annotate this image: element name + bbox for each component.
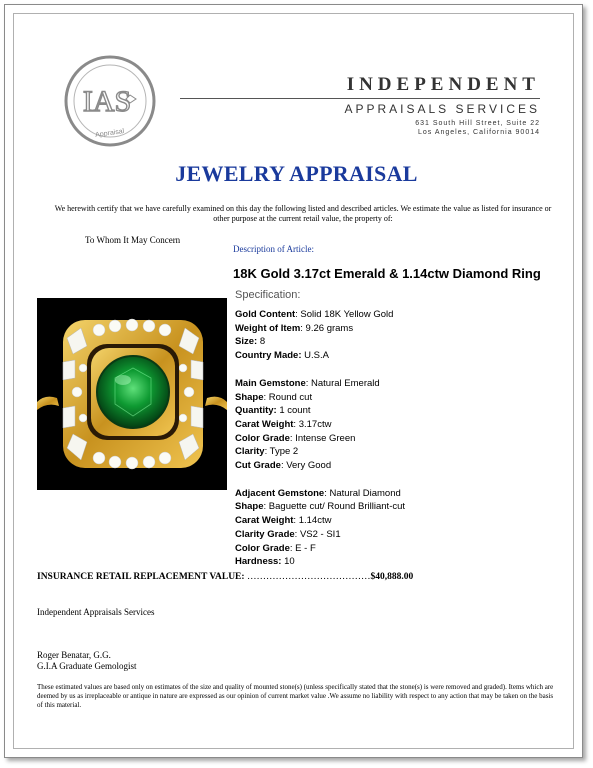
signer-name: Roger Benatar, G.G. — [37, 650, 111, 660]
spec-label: Clarity Grade — [235, 528, 295, 540]
spec-row — [235, 432, 405, 446]
spec-gap — [235, 473, 405, 487]
company-address — [180, 119, 540, 137]
spec-row — [235, 404, 405, 418]
spec-row — [235, 459, 405, 473]
signer-title: G.I.A Graduate Gemologist — [37, 661, 137, 671]
spec-row — [235, 487, 405, 501]
spec-value: : Very Good — [280, 460, 332, 472]
spec-value: : 1.14ctw — [293, 515, 332, 527]
spec-row — [235, 542, 405, 556]
spec-value: : Natural Diamond — [324, 487, 401, 499]
footer-company: Independent Appraisals Services — [37, 607, 155, 617]
signer-block — [37, 650, 136, 672]
ias-logo — [64, 55, 156, 147]
spec-label: Country Made: — [235, 350, 302, 362]
spec-value: 1 count — [276, 405, 311, 417]
spec-value: 10 — [281, 556, 295, 568]
spec-label: Carat Weight — [235, 515, 294, 527]
spec-label: Color Grade — [235, 542, 290, 554]
spec-row — [235, 514, 405, 528]
document-title: JEWELRY APPRAISAL — [175, 161, 418, 186]
spec-row — [235, 349, 405, 363]
logo-ring-text: Appraisal — [94, 128, 125, 140]
spec-row — [235, 335, 405, 349]
insurance-label: INSURANCE RETAIL REPLACEMENT VALUE: — [37, 572, 245, 582]
spec-label: Shape — [235, 391, 264, 403]
spec-label: Size: — [235, 336, 258, 348]
spec-value: : Type 2 — [264, 446, 299, 458]
ring-illustration — [37, 298, 227, 490]
spec-value: : VS2 - SI1 — [294, 528, 341, 540]
item-title: 18K Gold 3.17ct Emerald & 1.14ctw Diamond Ring — [233, 266, 541, 281]
spec-value: : Round cut — [263, 391, 313, 403]
company-subtitle: APPRAISALS SERVICES — [344, 102, 540, 116]
spec-label: Hardness: — [235, 556, 282, 568]
logo-letters: IAS — [82, 85, 132, 118]
spec-row — [235, 377, 405, 391]
spec-gap — [235, 363, 405, 377]
insurance-amount: $40,888.00 — [370, 572, 414, 582]
spec-row — [235, 445, 405, 459]
spec-row — [235, 528, 405, 542]
spec-label: Clarity — [235, 446, 265, 458]
spec-label: Main Gemstone — [235, 377, 306, 389]
specifications — [235, 308, 405, 569]
spec-row — [235, 555, 405, 569]
ring-photo — [37, 298, 227, 490]
spec-value: : Natural Emerald — [305, 377, 380, 389]
spec-label: Carat Weight — [235, 418, 294, 430]
spec-row — [235, 500, 405, 514]
insurance-leader-dots: ………………………………… — [246, 572, 371, 582]
spec-value: : E - F — [289, 542, 316, 554]
company-header — [180, 74, 540, 137]
header-rule — [180, 98, 540, 99]
company-name: INDEPENDENT — [346, 74, 540, 95]
spec-row — [235, 391, 405, 405]
spec-label: Color Grade — [235, 432, 290, 444]
address-line-1: 631 South Hill Street, Suite 22 — [415, 120, 540, 127]
spec-row — [235, 322, 405, 336]
spec-label: Weight of Item — [235, 322, 301, 334]
spec-value: U.S.A — [301, 350, 329, 362]
spec-value: 8 — [257, 336, 266, 348]
spec-row — [235, 308, 405, 322]
address-line-2: Los Angeles, California 90014 — [417, 129, 540, 136]
spec-value: : Intense Green — [289, 432, 356, 444]
spec-label: Gold Content — [235, 309, 296, 320]
insurance-value-line — [37, 572, 413, 582]
spec-label: Quantity: — [235, 405, 277, 417]
spec-value: : Baguette cut/ Round Brilliant-cut — [263, 501, 406, 513]
spec-value: : 3.17ctw — [293, 418, 332, 430]
spec-label: Cut Grade — [235, 460, 281, 472]
disclaimer-text: These estimated values are based only on estimates of the size and quality of mounted stone(s) (unless specifically stated that the stone(s) is were removed and graded). Items which are deemed by us as irreplaceable or antique in nature are expressed as our opinion of current market value .We assume no liability with respect to any action that may be taken on the basis of this material. — [37, 683, 554, 709]
spec-value: : 9.26 grams — [300, 322, 354, 334]
specification-label: Specification: — [235, 289, 301, 301]
spec-row — [235, 418, 405, 432]
spec-value: : Solid 18K Yellow Gold — [295, 309, 394, 320]
spec-label: Adjacent Gemstone — [235, 487, 325, 499]
certification-text: We herewith certify that we have carefully examined on this day the following listed and described articles. We estimate the value as listed for insurance or other purpose at the current retail value, the property of: — [54, 204, 552, 223]
description-label: Description of Article: — [233, 244, 314, 254]
recipient: To Whom It May Concern — [85, 235, 181, 245]
spec-label: Shape — [235, 501, 264, 513]
